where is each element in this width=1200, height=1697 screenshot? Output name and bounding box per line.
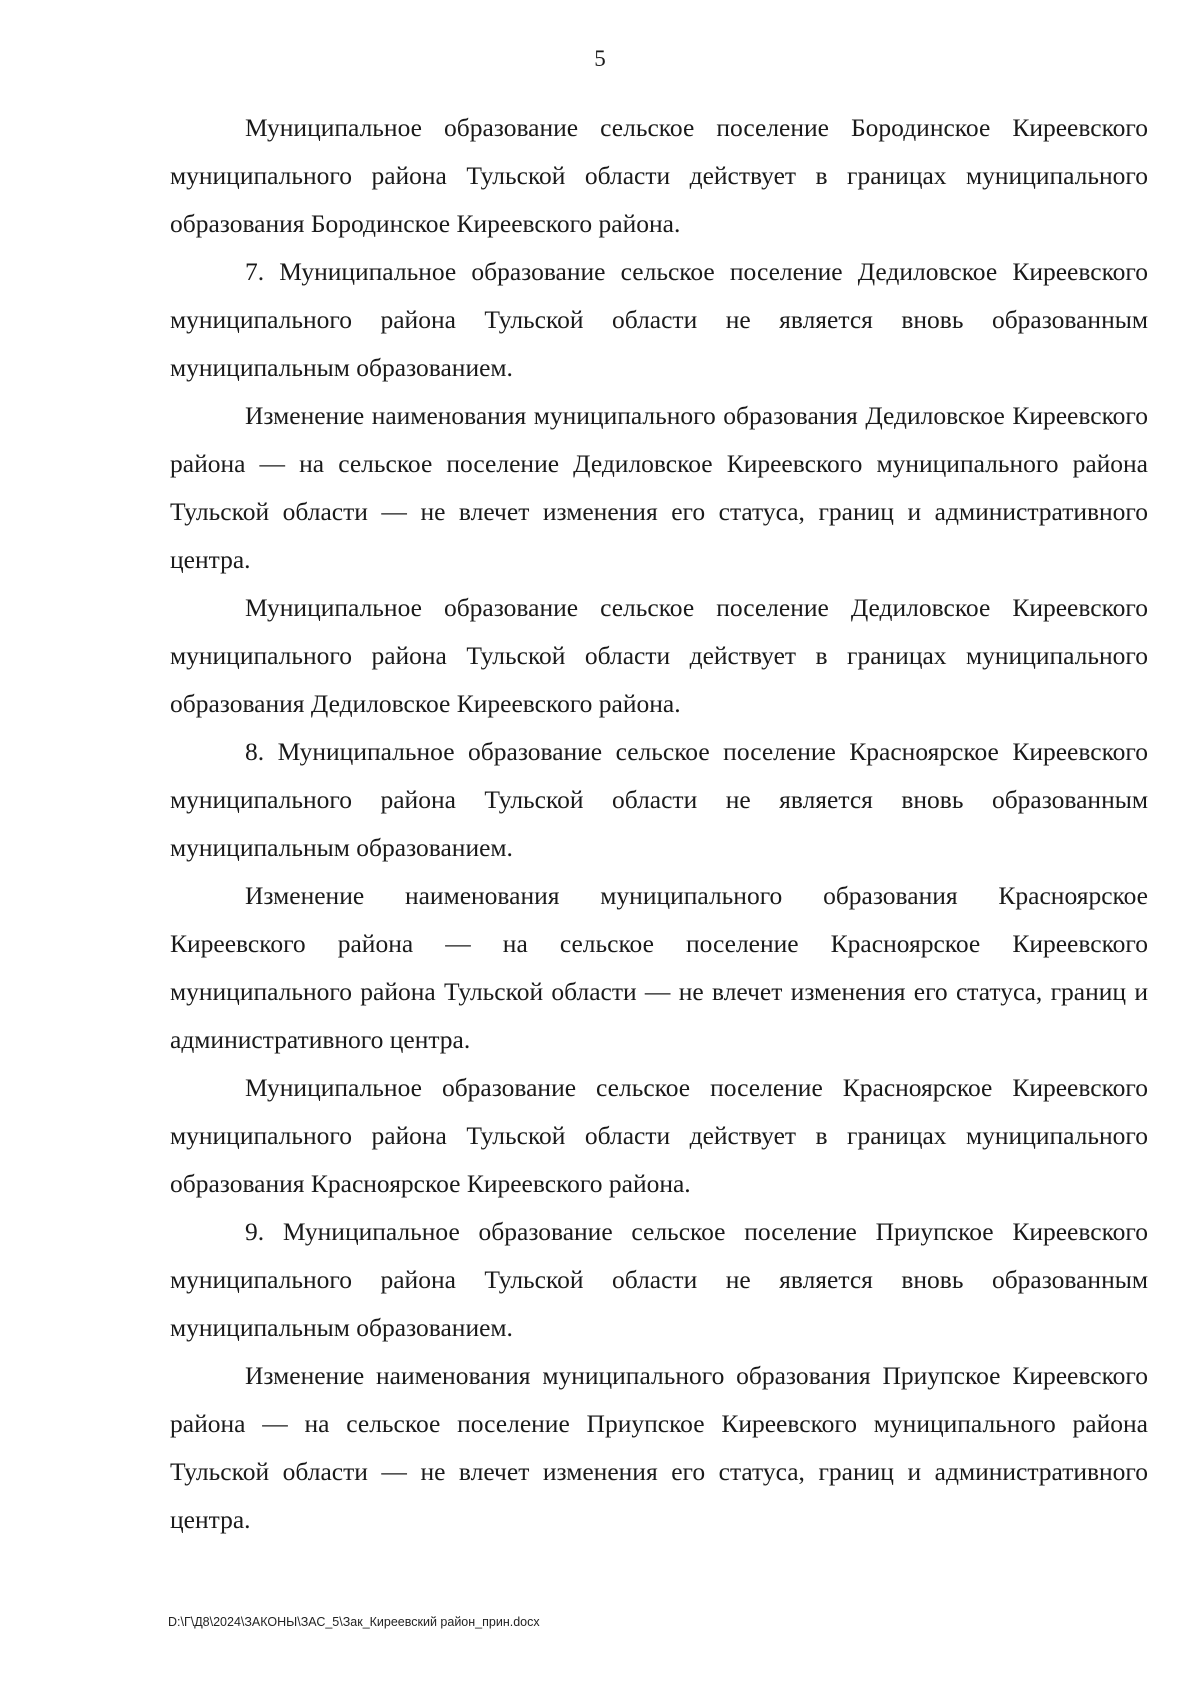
paragraph-krasnoyarskoe-boundaries: Муниципальное образование сельское поселение Красноярское Киреевского муниципального района Тульской области действует в границах муниципального образования Красноярское Киреевского района. xyxy=(170,1073,1148,1198)
paragraph-priupskoe-rename: Изменение наименования муниципального образования Приупское Киреевского района — на сельское поселение Приупское Киреевского муниципального района Тульской области — не влечет изменения его статуса, границ и административного центра. xyxy=(170,1361,1148,1534)
document-body xyxy=(170,104,1148,1544)
paragraph-borodinskoe-boundaries: Муниципальное образование сельское поселение Бородинское Киреевского муниципального района Тульской области действует в границах муниципального образования Бородинское Киреевского района. xyxy=(170,113,1148,238)
paragraph-item-7: 7. Муниципальное образование сельское поселение Дедиловское Киреевского муниципального района Тульской области не является вновь образованным муниципальным образованием. xyxy=(170,257,1148,382)
paragraph-dedilovskoe-boundaries: Муниципальное образование сельское поселение Дедиловское Киреевского муниципального района Тульской области действует в границах муниципального образования Дедиловское Киреевского района. xyxy=(170,593,1148,718)
paragraph-item-9: 9. Муниципальное образование сельское поселение Приупское Киреевского муниципального района Тульской области не является вновь образованным муниципальным образованием. xyxy=(170,1217,1148,1342)
page-number: 5 xyxy=(594,46,606,71)
paragraph-krasnoyarskoe-rename: Изменение наименования муниципального образования Красноярское Киреевского района — на сельское поселение Красноярское Киреевского муниципального района Тульской области — не влечет изменения его статуса, границ и административного центра. xyxy=(170,881,1148,1054)
paragraph-dedilovskoe-rename: Изменение наименования муниципального образования Дедиловское Киреевского района — на сельское поселение Дедиловское Киреевского муниципального района Тульской области — не влечет изменения его статуса, границ и административного центра. xyxy=(170,401,1148,574)
paragraph-item-8: 8. Муниципальное образование сельское поселение Красноярское Киреевского муниципального района Тульской области не является вновь образованным муниципальным образованием. xyxy=(170,737,1148,862)
file-path-footer: D:\Г\Д8\2024\ЗАКОНЫ\ЗАС_5\Зак_Киреевский район_прин.docx xyxy=(168,1615,540,1629)
